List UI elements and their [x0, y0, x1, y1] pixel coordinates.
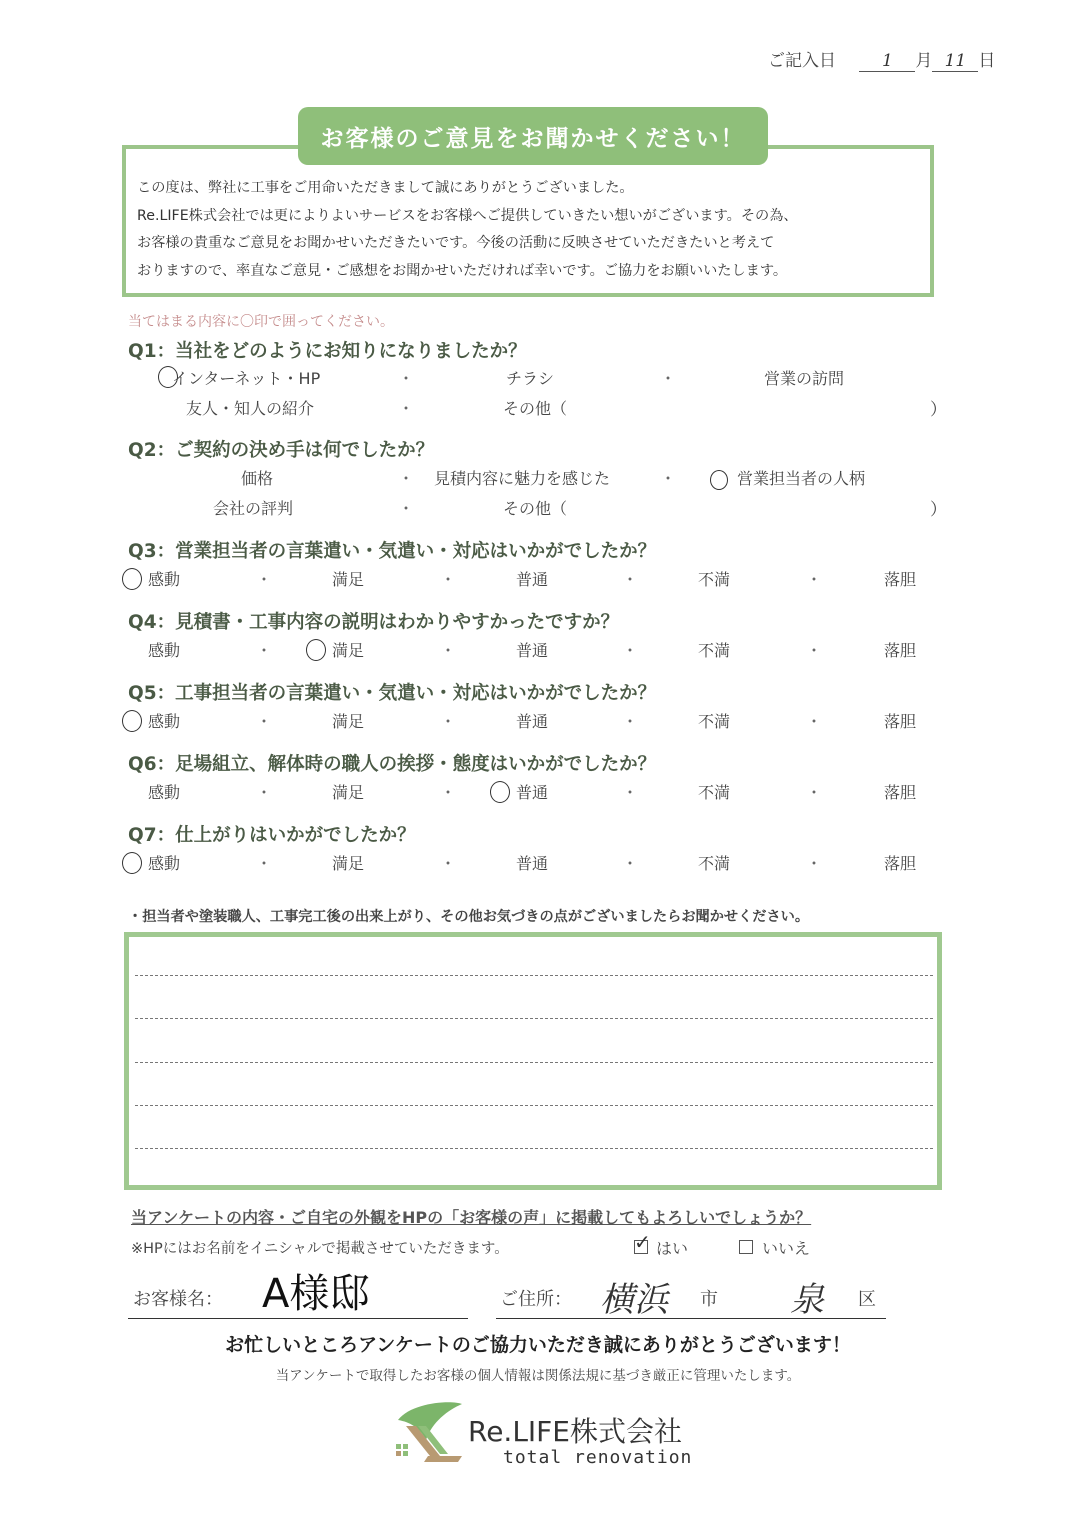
- address-label: ご住所：: [500, 1289, 572, 1310]
- q3-option[interactable]: 不満: [698, 570, 731, 589]
- q4-option[interactable]: 落胆: [884, 641, 917, 660]
- entry-date: [768, 46, 995, 72]
- selection-circle-mark: [122, 852, 142, 874]
- separator: ・: [398, 369, 415, 388]
- q5-option[interactable]: 不満: [698, 712, 731, 731]
- separator: ・: [440, 641, 457, 660]
- customer-name-field[interactable]: A様邸: [262, 1271, 370, 1317]
- date-day-label: 日: [978, 51, 996, 71]
- intro-line: Re.LIFE株式会社では更によりよいサービスをお客様へご提供していきたい想いがございます。その為、: [137, 207, 798, 224]
- selection-circle-mark: [122, 710, 142, 732]
- separator: ・: [806, 570, 823, 589]
- q4-option[interactable]: 感動: [148, 641, 181, 660]
- q5-option[interactable]: 落胆: [884, 712, 917, 731]
- q2-option-reputation[interactable]: 会社の評判: [213, 499, 294, 518]
- date-month-label: 月: [915, 51, 933, 71]
- q7-option[interactable]: 普通: [516, 854, 549, 873]
- intro-line: おりますので、率直なご意見・ご感想をお聞かせいただければ幸いです。ご協力をお願いいたします。: [137, 262, 788, 279]
- selection-circle-mark: [710, 470, 728, 490]
- consent-no-label: いいえ: [762, 1239, 811, 1258]
- address-underline: [496, 1318, 886, 1319]
- q5-option[interactable]: 満足: [332, 712, 365, 731]
- q6-option[interactable]: 満足: [332, 783, 365, 802]
- intro-line: この度は、弊社に工事をご用命いただきまして誠にありがとうございました。: [137, 180, 634, 196]
- q3-option[interactable]: 満足: [332, 570, 365, 589]
- question-6-title: Q6：足場組立、解体時の職人の挨拶・態度はいかがでしたか？: [128, 754, 657, 775]
- q4-option[interactable]: 普通: [516, 641, 549, 660]
- separator: ・: [256, 712, 273, 731]
- intro-line: お客様の貴重なご意見をお聞かせいただきたいです。今後の活動に反映させていただきたいと考えて: [137, 235, 775, 251]
- separator: ・: [440, 854, 457, 873]
- q6-option[interactable]: 落胆: [884, 783, 917, 802]
- paren-close: ）: [930, 500, 947, 520]
- question-3-title: Q3：営業担当者の言葉遣い・気遣い・対応はいかがでしたか？: [128, 541, 657, 562]
- page-title: お客様のご意見をお聞かせください！: [298, 107, 768, 165]
- question-7-title: Q7：仕上がりはいかがでしたか？: [128, 825, 416, 846]
- address-city-field[interactable]: 横浜: [600, 1280, 668, 1320]
- q3-option[interactable]: 落胆: [884, 570, 917, 589]
- date-label: ご記入日: [768, 51, 836, 71]
- separator: ・: [398, 399, 415, 418]
- separator: ・: [256, 641, 273, 660]
- company-logo-icon: [392, 1400, 464, 1466]
- q3-option[interactable]: 普通: [516, 570, 549, 589]
- separator: ・: [622, 570, 639, 589]
- q7-option[interactable]: 満足: [332, 854, 365, 873]
- address-ward-suffix: 区: [858, 1289, 876, 1310]
- q4-option[interactable]: 満足: [332, 641, 365, 660]
- q1-option-other[interactable]: その他（: [503, 399, 568, 418]
- q6-option[interactable]: 普通: [516, 783, 549, 802]
- question-4-title: Q4：見積書・工事内容の説明はわかりやすかったですか？: [128, 612, 620, 633]
- company-name: Re.LIFE株式会社: [468, 1415, 682, 1448]
- q7-option[interactable]: 落胆: [884, 854, 917, 873]
- comment-label: ・担当者や塗装職人、工事完工後の出来上がり、その他お気づきの点がございましたらお聞かせください。: [128, 909, 810, 925]
- q1-option-referral[interactable]: 友人・知人の紹介: [186, 399, 315, 418]
- selection-circle-mark: [306, 639, 326, 661]
- consent-note: ※HPにはお名前をイニシャルで掲載させていただきます。: [131, 1241, 509, 1257]
- separator: ・: [398, 469, 415, 488]
- q1-option-sales-visit[interactable]: 営業の訪問: [764, 369, 845, 388]
- date-month-field[interactable]: 1: [859, 51, 915, 72]
- q6-option[interactable]: 感動: [148, 783, 181, 802]
- ruled-line: [135, 1018, 933, 1019]
- ruled-line: [135, 1105, 933, 1106]
- q5-option[interactable]: 感動: [148, 712, 181, 731]
- company-tagline: total renovation: [503, 1447, 693, 1468]
- separator: ・: [622, 854, 639, 873]
- question-2-title: Q2：ご契約の決め手は何でしたか？: [128, 440, 435, 461]
- selection-circle-mark: [490, 781, 510, 803]
- ruled-line: [135, 1062, 933, 1063]
- separator: ・: [660, 469, 677, 488]
- q1-option-internet[interactable]: インターネット・HP: [172, 369, 321, 388]
- q1-option-flyer[interactable]: チラシ: [506, 369, 555, 388]
- selection-circle-mark: [122, 568, 142, 590]
- separator: ・: [806, 641, 823, 660]
- customer-name-label: お客様名：: [133, 1289, 223, 1310]
- check-mark-icon: ✓: [634, 1230, 651, 1254]
- name-underline: [128, 1318, 468, 1319]
- separator: ・: [256, 783, 273, 802]
- separator: ・: [256, 854, 273, 873]
- date-day-field[interactable]: 11: [932, 51, 978, 72]
- q6-option[interactable]: 不満: [698, 783, 731, 802]
- q7-option[interactable]: 不満: [698, 854, 731, 873]
- consent-yes-label: はい: [656, 1239, 689, 1258]
- q2-option-other[interactable]: その他（: [503, 499, 568, 518]
- instruction-text: 当てはまる内容に〇印で囲ってください。: [128, 314, 394, 330]
- separator: ・: [440, 783, 457, 802]
- ruled-line: [135, 975, 933, 976]
- separator: ・: [660, 369, 677, 388]
- thanks-message: お忙しいところアンケートのご協力いただき誠にありがとうございます！: [225, 1334, 851, 1356]
- q2-option-estimate[interactable]: 見積内容に魅力を感じた: [434, 469, 611, 488]
- separator: ・: [440, 712, 457, 731]
- address-city-suffix: 市: [700, 1289, 718, 1310]
- question-1-title: Q1：当社をどのようにお知りになりましたか？: [128, 341, 527, 362]
- separator: ・: [806, 783, 823, 802]
- paren-close: ）: [930, 400, 947, 420]
- comment-textarea[interactable]: [124, 932, 942, 1190]
- separator: ・: [440, 570, 457, 589]
- q2-option-price[interactable]: 価格: [241, 469, 274, 488]
- separator: ・: [622, 641, 639, 660]
- q7-option[interactable]: 感動: [148, 854, 181, 873]
- separator: ・: [806, 854, 823, 873]
- q5-option[interactable]: 普通: [516, 712, 549, 731]
- consent-no-checkbox[interactable]: [739, 1240, 753, 1254]
- intro-text: [137, 175, 927, 285]
- separator: ・: [622, 783, 639, 802]
- separator: ・: [622, 712, 639, 731]
- separator: ・: [398, 499, 415, 518]
- q4-option[interactable]: 不満: [698, 641, 731, 660]
- separator: ・: [806, 712, 823, 731]
- consent-question: 当アンケートの内容・ご自宅の外観をHPの「お客様の声」に掲載してもよろしいでしょうか？: [131, 1208, 812, 1227]
- separator: ・: [256, 570, 273, 589]
- q3-option[interactable]: 感動: [148, 570, 181, 589]
- q2-option-sales-rep[interactable]: 営業担当者の人柄: [737, 469, 866, 488]
- privacy-notice: 当アンケートで取得したお客様の個人情報は関係法規に基づき厳正に管理いたします。: [275, 1368, 801, 1384]
- address-ward-field[interactable]: 泉: [790, 1280, 824, 1320]
- ruled-line: [135, 1148, 933, 1149]
- question-5-title: Q5：工事担当者の言葉遣い・気遣い・対応はいかがでしたか？: [128, 683, 657, 704]
